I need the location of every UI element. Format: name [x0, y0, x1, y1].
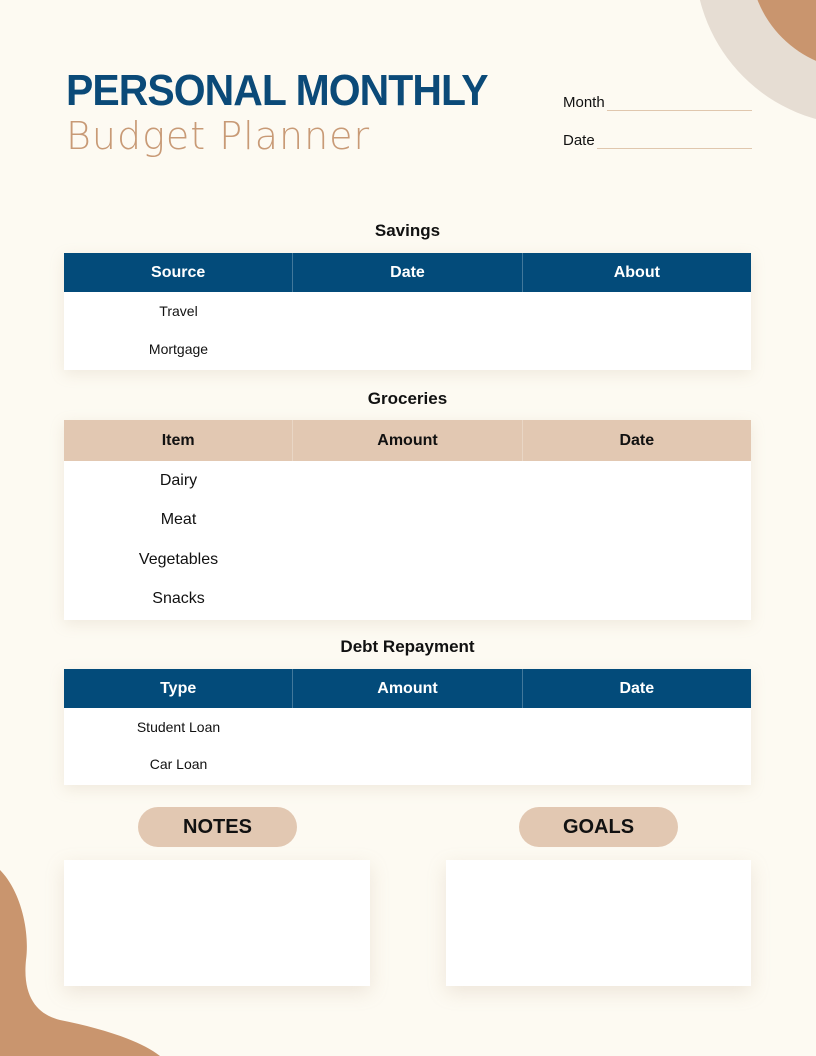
- groceries-title: Groceries: [367, 389, 448, 408]
- notes-label: NOTES: [138, 807, 297, 847]
- column-header: Type: [64, 669, 293, 708]
- notes-box[interactable]: [64, 860, 370, 986]
- column-header: Item: [64, 420, 293, 461]
- savings-title: Savings: [374, 221, 441, 240]
- page-title: PERSONAL MONTHLY: [66, 66, 488, 115]
- date-line[interactable]: [597, 137, 752, 149]
- table-row: [64, 540, 751, 580]
- groceries-table: [64, 420, 751, 620]
- month-field[interactable]: [563, 94, 752, 111]
- debt-title: Debt Repayment: [340, 637, 475, 656]
- date-label: Date: [563, 132, 595, 149]
- month-label: Month: [563, 94, 605, 111]
- table-row: [64, 461, 751, 500]
- column-header: About: [613, 263, 660, 281]
- table-row: [64, 500, 751, 540]
- column-header: Amount: [293, 669, 522, 708]
- debt-table: [64, 669, 751, 785]
- table-row: [64, 292, 751, 330]
- table-row: [64, 580, 751, 618]
- row-label: Meat: [160, 511, 197, 528]
- table-row: [64, 745, 751, 782]
- row-label: Dairy: [159, 471, 198, 489]
- row-label: Travel: [159, 303, 198, 319]
- savings-table: [64, 253, 751, 370]
- row-label: Mortgage: [148, 341, 209, 357]
- goals-box[interactable]: [446, 860, 751, 986]
- row-label: Vegetables: [138, 551, 219, 568]
- month-line[interactable]: [607, 99, 752, 111]
- column-header: Amount: [293, 420, 522, 461]
- date-field[interactable]: [563, 132, 752, 149]
- column-header: Date: [619, 679, 655, 697]
- column-header: Source: [64, 253, 293, 292]
- row-label: Snacks: [152, 590, 205, 607]
- table-row: [64, 330, 751, 368]
- row-label: Car Loan: [149, 755, 208, 772]
- column-header: Date: [619, 431, 655, 449]
- table-row: [64, 708, 751, 745]
- column-header: Date: [293, 253, 522, 292]
- goals-label: GOALS: [519, 807, 678, 847]
- row-label: Student Loan: [136, 718, 221, 735]
- page-subtitle: Budget Planner: [66, 114, 371, 158]
